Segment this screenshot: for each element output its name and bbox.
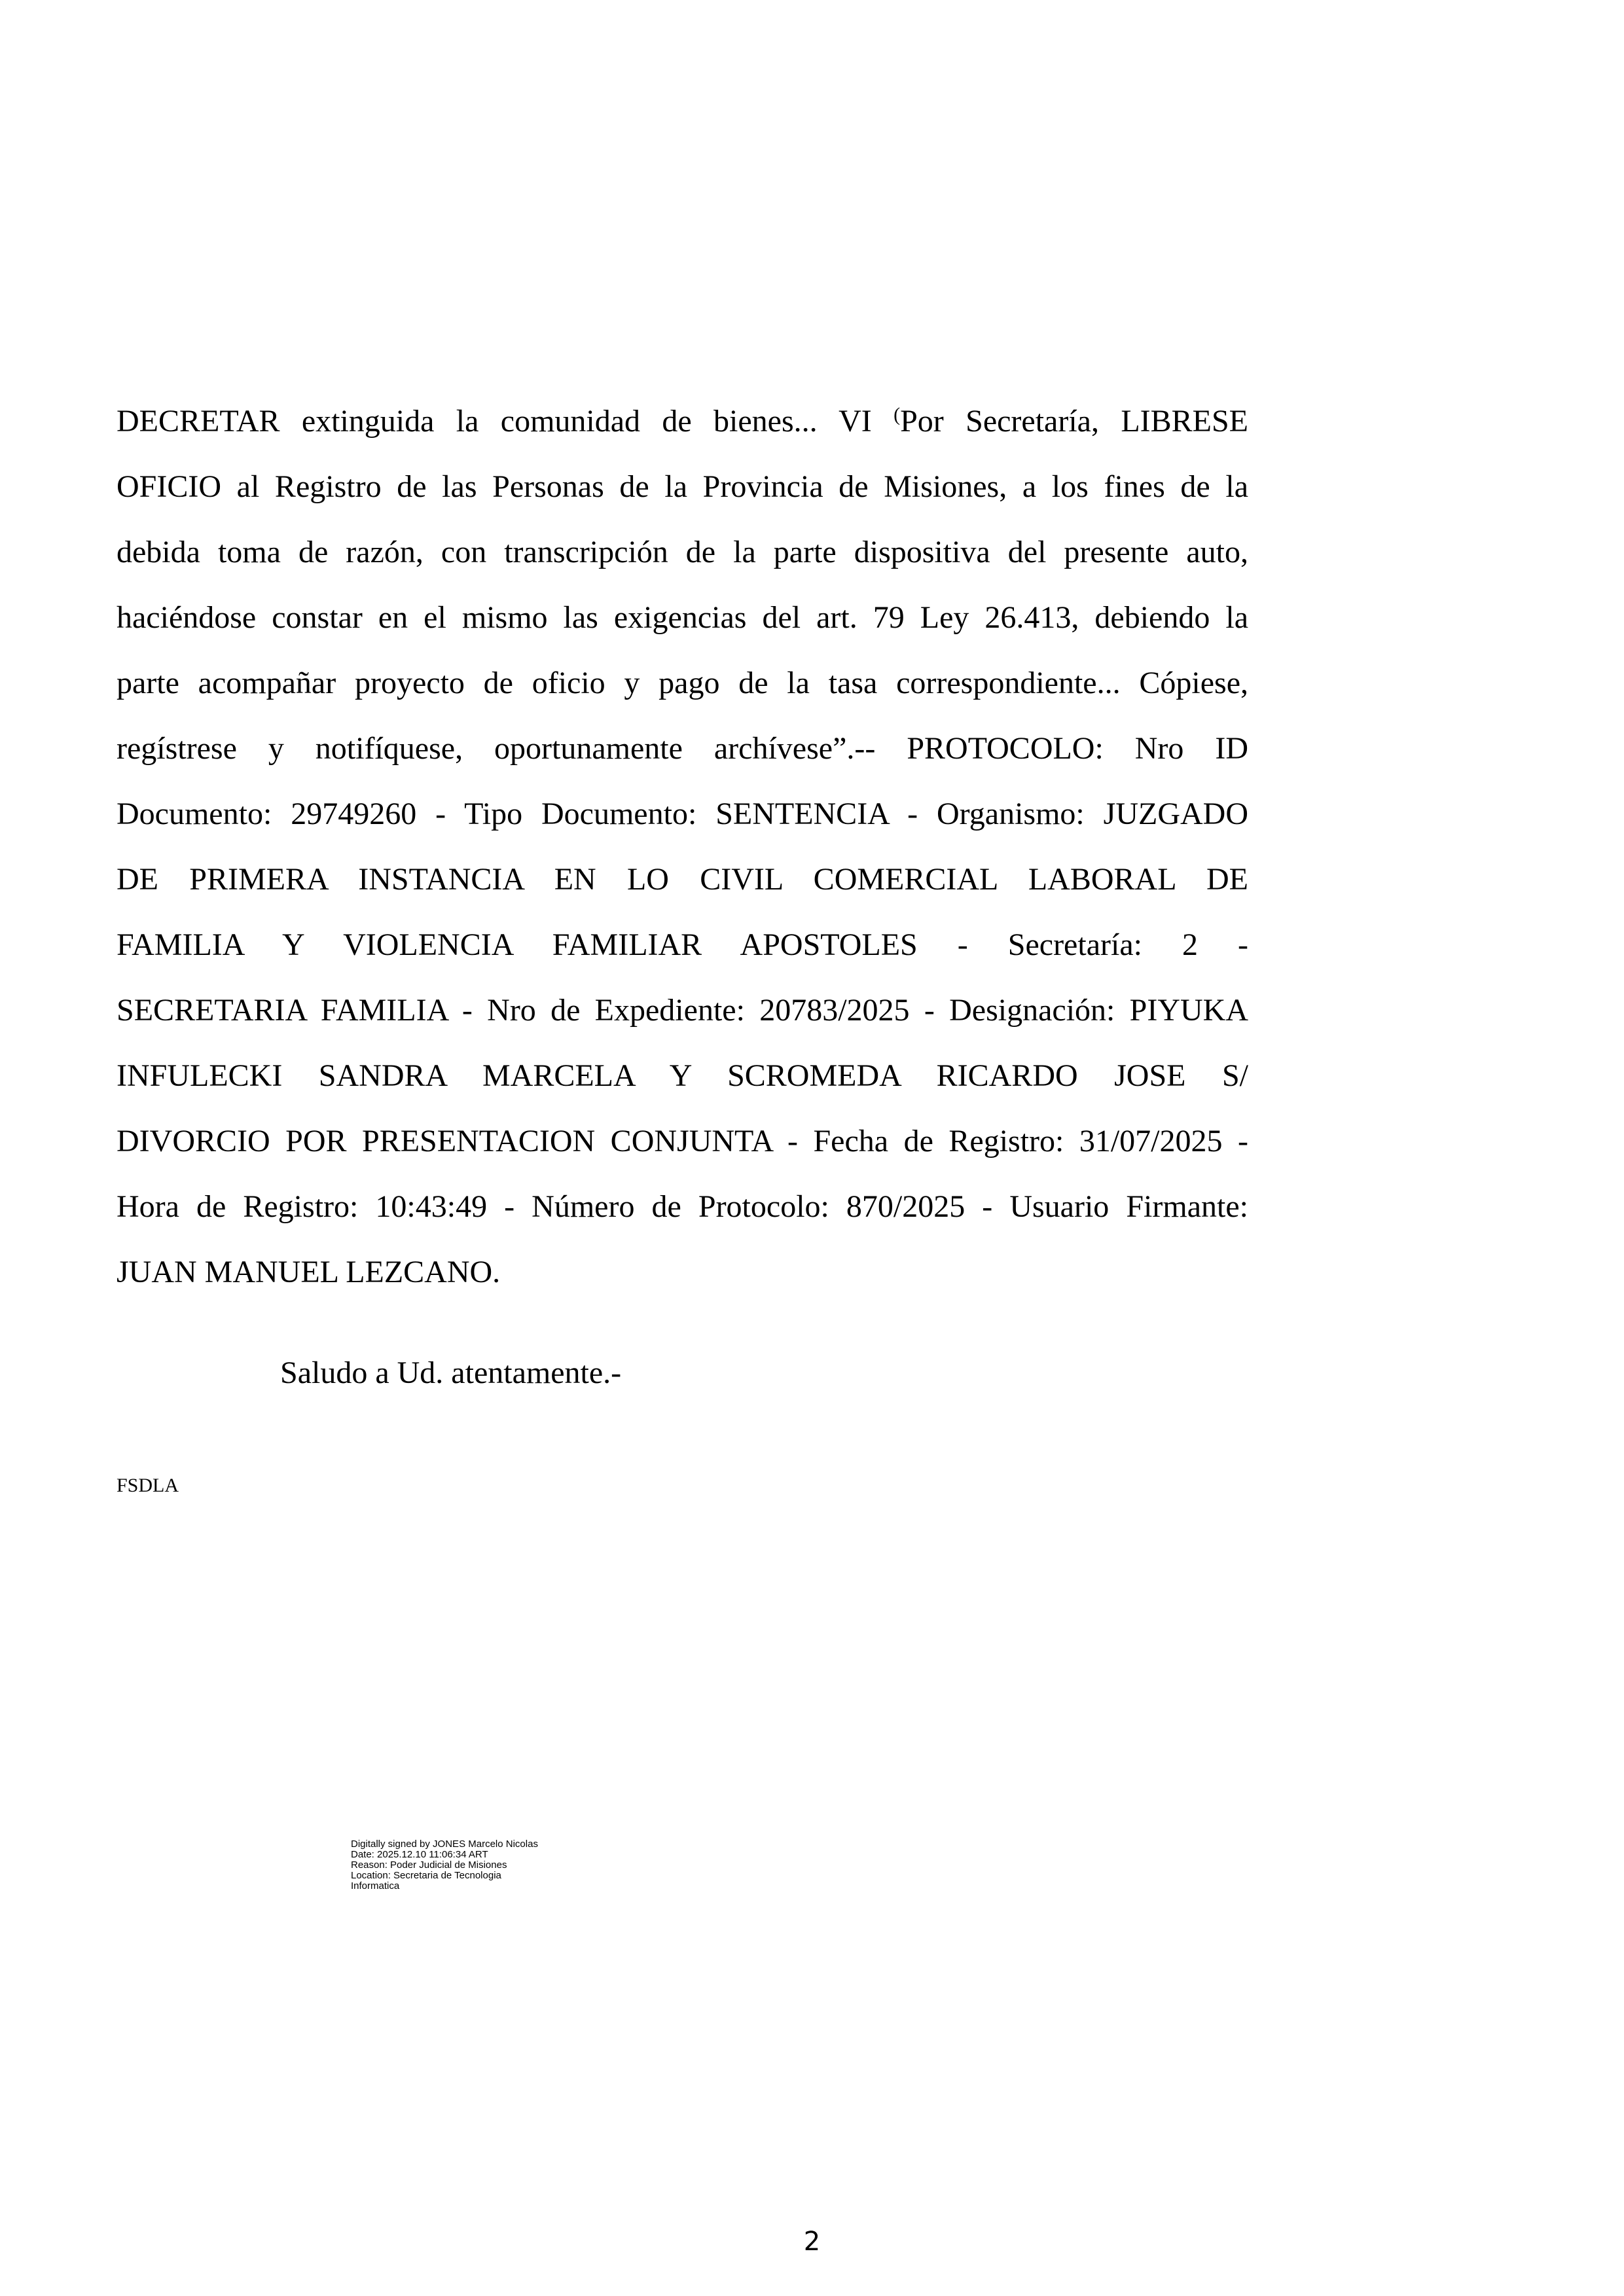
body-line-3: debida toma de razón, con transcripción de la parte dispositiva del presente auto, [117,535,1248,569]
author-initials: FSDLA [117,1475,179,1496]
body-line-12: DIVORCIO POR PRESENTACION CONJUNTA - Fecha de Registro: 31/07/2025 - [117,1124,1248,1158]
page-number: 2 [803,2227,821,2257]
body-line-10: SECRETARIA FAMILIA - Nro de Expediente: 20783/2025 - Designación: PIYUKA [117,993,1248,1028]
signature-location: Location: Secretaria de Tecnologia [351,1870,501,1881]
signature-signed-by: Digitally signed by JONES Marcelo Nicolas [351,1839,538,1850]
signature-reason: Reason: Poder Judicial de Misiones [351,1859,507,1871]
body-line-9: FAMILIA Y VIOLENCIA FAMILIAR APOSTOLES - Secretaría: 2 - [117,927,1248,962]
closing-salutation: Saludo a Ud. atentamente.- [280,1355,622,1390]
body-line-4: haciéndose constar en el mismo las exigencias del art. 79 Ley 26.413, debiendo la [117,600,1248,635]
body-line-1-text: DECRETAR extinguida la comunidad de bienes... VI [117,404,894,439]
signature-location-continued: Informatica [351,1880,400,1892]
body-line-13: Hora de Registro: 10:43:49 - Número de Protocolo: 870/2025 - Usuario Firmante: [117,1189,1248,1224]
body-line-5: parte acompañar proyecto de oficio y pago de la tasa correspondiente... Cópiese, [117,666,1248,700]
body-line-14: JUAN MANUEL LEZCANO. [117,1255,501,1289]
body-line-7: Documento: 29749260 - Tipo Documento: SENTENCIA - Organismo: JUZGADO [117,797,1248,831]
body-line-1 [117,402,1248,441]
body-line-6: regístrese y notifíquese, oportunamente archívese”.-- PROTOCOLO: Nro ID [117,731,1248,766]
body-line-8: DE PRIMERA INSTANCIA EN LO CIVIL COMERCIAL LABORAL DE [117,862,1248,897]
signature-date: Date: 2025.12.10 11:06:34 ART [351,1849,488,1860]
body-line-1-continuation: Por Secretaría, LIBRESE [900,404,1248,439]
digital-signature-block [351,1839,626,1892]
body-line-11: INFULECKI SANDRA MARCELA Y SCROMEDA RICARDO JOSE S/ [117,1058,1248,1093]
body-line-2: OFICIO al Registro de las Personas de la Provincia de Misiones, a los fines de la [117,469,1248,504]
superscript-parenthesis: ( [893,404,901,425]
